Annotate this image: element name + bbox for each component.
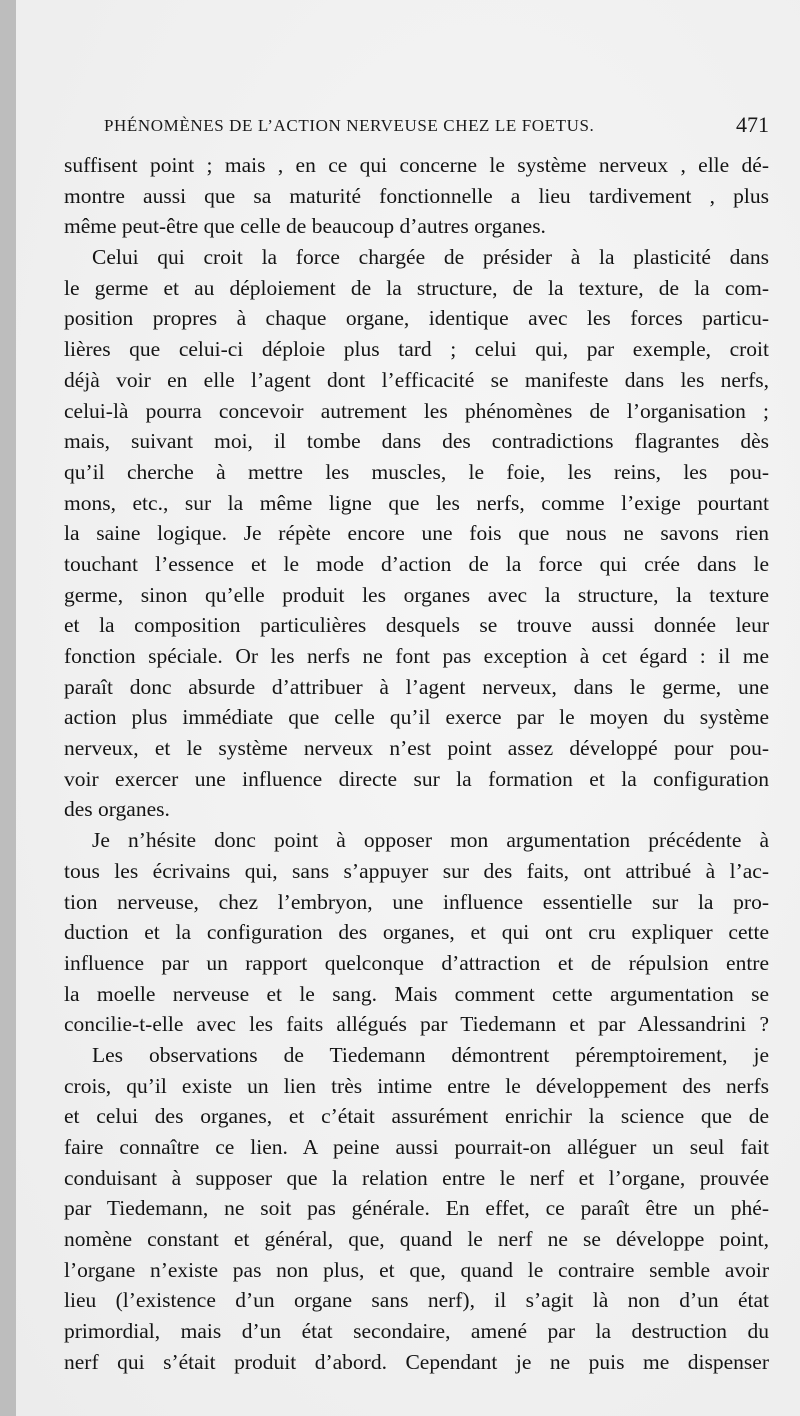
text-line: et celui des organes, et c’était assurément enrichir la science que de (64, 1104, 769, 1129)
text-line: Les observations de Tiedemann démontrent péremptoirement, je (92, 1042, 769, 1067)
text-line: lières que celui-ci déploie plus tard ; celui qui, par exemple, croit (64, 337, 769, 362)
text-line: des organes. (64, 797, 170, 822)
text-line: voir exercer une influence directe sur la formation et la configuration (64, 766, 769, 791)
text-line: nerf qui s’était produit d’abord. Cependant je ne puis me dispenser (64, 1349, 769, 1374)
text-line: Je n’hésite donc point à opposer mon argumentation précédente à (92, 828, 769, 853)
text-line: concilie-t-elle avec les faits allégués par Tiedemann et par Alessandrini ? (64, 1012, 769, 1037)
body-text (64, 150, 769, 1378)
running-head (104, 112, 769, 142)
text-line: conduisant à supposer que la relation entre le nerf et l’organe, prouvée (64, 1165, 769, 1190)
text-line: la saine logique. Je répète encore une fois que nous ne savons rien (64, 521, 769, 546)
text-line: mais, suivant moi, il tombe dans des contradictions flagrantes dès (64, 429, 769, 454)
text-line: le germe et au déploiement de la structure, de la texture, de la com- (64, 275, 769, 300)
text-line: et la composition particulières desquels se trouve aussi donnée leur (64, 613, 769, 638)
text-line: duction et la configuration des organes, et qui ont cru expliquer cette (64, 920, 769, 945)
text-line: mons, etc., sur la même ligne que les nerfs, comme l’exige pourtant (64, 490, 769, 515)
text-line: paraît donc absurde d’attribuer à l’agent nerveux, dans le germe, une (64, 674, 769, 699)
text-line: déjà voir en elle l’agent dont l’efficacité se manifeste dans les nerfs, (64, 367, 769, 392)
text-line: position propres à chaque organe, identique avec les forces particu- (64, 306, 769, 331)
text-line: nerveux, et le système nerveux n’est point assez développé pour pou- (64, 736, 769, 761)
text-line: tion nerveuse, chez l’embryon, une influence essentielle sur la pro- (64, 889, 769, 914)
text-line: crois, qu’il existe un lien très intime entre le développement des nerfs (64, 1073, 769, 1098)
text-line: même peut-être que celle de beaucoup d’autres organes. (64, 214, 546, 239)
text-line: influence par un rapport quelconque d’attraction et de répulsion entre (64, 950, 769, 975)
text-line: tous les écrivains qui, sans s’appuyer sur des faits, ont attribué à l’ac- (64, 858, 769, 883)
text-line: touchant l’essence et le mode d’action de la force qui crée dans le (64, 551, 769, 576)
text-line: nomène constant et général, que, quand le nerf ne se développe point, (64, 1227, 769, 1252)
text-line: qu’il cherche à mettre les muscles, le foie, les reins, les pou- (64, 459, 769, 484)
text-line: action plus immédiate que celle qu’il exerce par le moyen du système (64, 705, 769, 730)
text-line: lieu (l’existence d’un organe sans nerf), il s’agit là non d’un état (64, 1288, 769, 1313)
text-line: la moelle nerveuse et le sang. Mais comment cette argumentation se (64, 981, 769, 1006)
text-line: par Tiedemann, ne soit pas générale. En effet, ce paraît être un phé- (64, 1196, 769, 1221)
text-line: l’organe n’existe pas non plus, et que, quand le contraire semble avoir (64, 1257, 769, 1282)
text-line: montre aussi que sa maturité fonctionnelle a lieu tardivement , plus (64, 183, 769, 208)
text-line: Celui qui croit la force chargée de présider à la plasticité dans (92, 245, 769, 270)
text-line: suffisent point ; mais , en ce qui concerne le système nerveux , elle dé- (64, 153, 769, 177)
book-page (16, 0, 800, 1416)
text-line: faire connaître ce lien. A peine aussi pourrait-on alléguer un seul fait (64, 1135, 769, 1159)
text-line: primordial, mais d’un état secondaire, amené par la destruction du (64, 1319, 769, 1344)
text-line: celui-là pourra concevoir autrement les phénomènes de l’organisation ; (64, 398, 769, 423)
page-number: 471 (736, 112, 769, 137)
running-title: PHÉNOMÈNES DE L’ACTION NERVEUSE CHEZ LE FOETUS. (104, 116, 595, 135)
text-line: fonction spéciale. Or les nerfs ne font pas exception à cet égard : il me (64, 644, 769, 668)
text-line: germe, sinon qu’elle produit les organes avec la structure, la texture (64, 582, 769, 607)
